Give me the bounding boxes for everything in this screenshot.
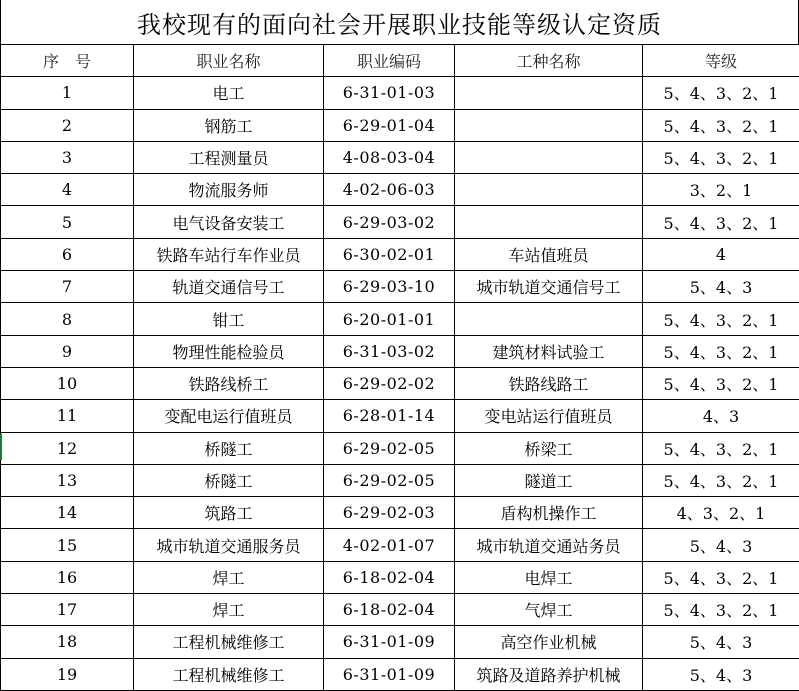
cell-occupation-code: 6-20-01-01: [324, 303, 455, 335]
cell-level: 5、4、3、2、1: [643, 335, 799, 367]
cell-level: 5、4、3: [643, 529, 799, 561]
cell-seq: 8: [1, 303, 134, 335]
cell-occupation-code: 6-29-02-05: [324, 464, 455, 496]
table-row: [1, 174, 799, 206]
cell-occupation-name: 钳工: [134, 303, 324, 335]
header-seq: 序 号: [1, 45, 134, 77]
cell-seq: 6: [1, 238, 134, 270]
cell-job-type: 盾构机操作工: [455, 497, 643, 529]
cell-occupation-name: 铁路线桥工: [134, 367, 324, 399]
cell-job-type: 城市轨道交通站务员: [455, 529, 643, 561]
cell-job-type: [455, 303, 643, 335]
cell-level: 5、4、3、2、1: [643, 367, 799, 399]
header-occupation-name: 职业名称: [134, 45, 324, 77]
cell-seq: 4: [1, 174, 134, 206]
cell-job-type: [455, 174, 643, 206]
cell-level: 3、2、1: [643, 174, 799, 206]
cell-level: 5、4、3、2、1: [643, 206, 799, 238]
table-row: [1, 626, 799, 658]
cell-level: 5、4、3、2、1: [643, 141, 799, 173]
cell-seq: 11: [1, 400, 134, 432]
cell-occupation-code: 6-31-01-09: [324, 658, 455, 690]
cell-seq: 3: [1, 141, 134, 173]
cell-job-type: [455, 141, 643, 173]
cell-occupation-code: 6-29-01-04: [324, 109, 455, 141]
table-row: [1, 432, 799, 464]
cell-occupation-code: 4-02-06-03: [324, 174, 455, 206]
cell-job-type: 城市轨道交通信号工: [455, 271, 643, 303]
cell-occupation-name: 焊工: [134, 594, 324, 626]
table-row: [1, 335, 799, 367]
cell-seq: 13: [1, 464, 134, 496]
table-row: [1, 561, 799, 593]
cell-occupation-code: 6-29-03-02: [324, 206, 455, 238]
page-title: 我校现有的面向社会开展职业技能等级认定资质: [0, 0, 799, 44]
cell-occupation-name: 铁路车站行车作业员: [134, 238, 324, 270]
cell-level: 5、4、3: [643, 658, 799, 690]
cell-occupation-code: 6-29-02-05: [324, 432, 455, 464]
table-row: [1, 206, 799, 238]
cell-level: 4、3、2、1: [643, 497, 799, 529]
table-row: [1, 271, 799, 303]
cell-seq: 9: [1, 335, 134, 367]
header-level: 等级: [643, 45, 799, 77]
cell-level: 5、4、3、2、1: [643, 109, 799, 141]
cell-seq: 19: [1, 658, 134, 690]
cell-seq: 12: [1, 432, 134, 464]
cell-occupation-code: 6-31-01-09: [324, 626, 455, 658]
cell-seq: 7: [1, 271, 134, 303]
cell-job-type: 气焊工: [455, 594, 643, 626]
cell-occupation-name: 工程机械维修工: [134, 626, 324, 658]
cell-occupation-name: 筑路工: [134, 497, 324, 529]
header-row: [1, 45, 799, 77]
cell-job-type: 桥梁工: [455, 432, 643, 464]
cell-job-type: 电焊工: [455, 561, 643, 593]
cell-occupation-name: 桥隧工: [134, 464, 324, 496]
cell-occupation-code: 6-18-02-04: [324, 561, 455, 593]
table-row: [1, 141, 799, 173]
cell-occupation-code: 6-31-01-03: [324, 77, 455, 109]
table-row: [1, 109, 799, 141]
cell-job-type: 筑路及道路养护机械: [455, 658, 643, 690]
cell-level: 5、4、3、2、1: [643, 303, 799, 335]
cell-occupation-code: 6-31-03-02: [324, 335, 455, 367]
cell-job-type: [455, 109, 643, 141]
cell-seq: 15: [1, 529, 134, 561]
table-row: [1, 529, 799, 561]
cell-occupation-name: 变配电运行值班员: [134, 400, 324, 432]
cell-occupation-name: 工程机械维修工: [134, 658, 324, 690]
table-row: [1, 367, 799, 399]
cell-occupation-name: 工程测量员: [134, 141, 324, 173]
header-job-type: 工种名称: [455, 45, 643, 77]
cell-job-type: 高空作业机械: [455, 626, 643, 658]
cell-level: 5、4、3、2、1: [643, 464, 799, 496]
cell-occupation-name: 物理性能检验员: [134, 335, 324, 367]
cell-occupation-code: 6-18-02-04: [324, 594, 455, 626]
cell-job-type: [455, 206, 643, 238]
cell-job-type: 车站值班员: [455, 238, 643, 270]
cell-selection-marker: [0, 434, 2, 460]
cell-seq: 10: [1, 367, 134, 399]
cell-level: 5、4、3: [643, 271, 799, 303]
cell-occupation-name: 轨道交通信号工: [134, 271, 324, 303]
cell-occupation-name: 桥隧工: [134, 432, 324, 464]
cell-job-type: 铁路线路工: [455, 367, 643, 399]
table-row: [1, 77, 799, 109]
cell-occupation-name: 钢筋工: [134, 109, 324, 141]
cell-job-type: 隧道工: [455, 464, 643, 496]
cell-seq: 18: [1, 626, 134, 658]
cell-occupation-code: 6-29-02-02: [324, 367, 455, 399]
table-row: [1, 594, 799, 626]
table-row: [1, 400, 799, 432]
cell-level: 5、4、3、2、1: [643, 432, 799, 464]
cell-occupation-code: 6-28-01-14: [324, 400, 455, 432]
cell-occupation-name: 焊工: [134, 561, 324, 593]
cell-level: 4: [643, 238, 799, 270]
cell-occupation-name: 电工: [134, 77, 324, 109]
table-row: [1, 658, 799, 690]
header-occupation-code: 职业编码: [324, 45, 455, 77]
cell-occupation-name: 城市轨道交通服务员: [134, 529, 324, 561]
cell-job-type: [455, 77, 643, 109]
cell-occupation-code: 6-29-02-03: [324, 497, 455, 529]
cell-occupation-code: 6-30-02-01: [324, 238, 455, 270]
cell-occupation-code: 6-29-03-10: [324, 271, 455, 303]
table-row: [1, 497, 799, 529]
qualification-table: [0, 44, 799, 691]
table-row: [1, 238, 799, 270]
cell-occupation-code: 4-02-01-07: [324, 529, 455, 561]
cell-occupation-name: 电气设备安装工: [134, 206, 324, 238]
cell-level: 5、4、3、2、1: [643, 561, 799, 593]
cell-level: 5、4、3、2、1: [643, 594, 799, 626]
cell-seq: 5: [1, 206, 134, 238]
table-row: [1, 303, 799, 335]
table-body: [1, 77, 799, 691]
cell-level: 5、4、3: [643, 626, 799, 658]
cell-seq: 17: [1, 594, 134, 626]
cell-seq: 16: [1, 561, 134, 593]
table-row: [1, 464, 799, 496]
cell-seq: 14: [1, 497, 134, 529]
cell-occupation-name: 物流服务师: [134, 174, 324, 206]
cell-job-type: 变电站运行值班员: [455, 400, 643, 432]
cell-occupation-code: 4-08-03-04: [324, 141, 455, 173]
cell-level: 5、4、3、2、1: [643, 77, 799, 109]
cell-level: 4、3: [643, 400, 799, 432]
cell-seq: 2: [1, 109, 134, 141]
cell-seq: 1: [1, 77, 134, 109]
cell-job-type: 建筑材料试验工: [455, 335, 643, 367]
